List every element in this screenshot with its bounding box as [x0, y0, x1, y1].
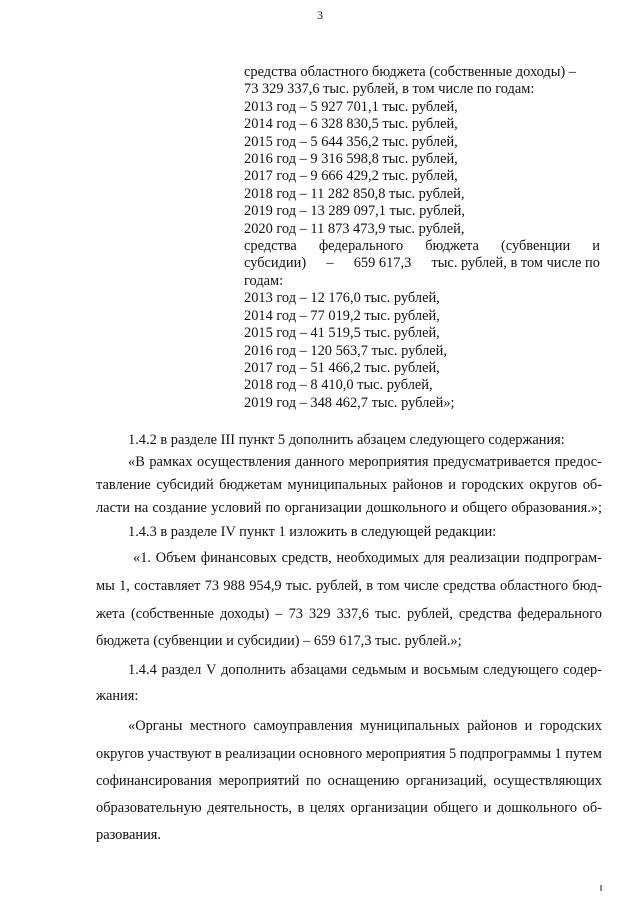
word: субсидий: [156, 477, 214, 493]
federal-year-line: 2014 год – 77 019,2 тыс. рублей,: [244, 307, 440, 324]
word: и: [592, 238, 600, 255]
word: «Органы: [128, 718, 183, 734]
quote-2-line: [96, 606, 602, 623]
word: «В: [128, 454, 145, 470]
federal-intro-line: [244, 255, 600, 272]
word: подпрограммы: [459, 746, 551, 762]
word: предос-: [554, 454, 602, 470]
quote-2-line: [96, 578, 602, 595]
word: на: [134, 500, 149, 516]
word: в: [366, 578, 374, 594]
word: по: [306, 773, 321, 789]
word: ласти: [96, 500, 130, 516]
word: V: [206, 662, 217, 678]
word: муниципальных: [287, 477, 388, 493]
word: областного: [500, 578, 569, 594]
word: 988: [223, 578, 245, 594]
regional-intro-line: 73 329 337,6 тыс. рублей, в том числе по годам:: [244, 81, 535, 98]
clause-1-4-3: 1.4.3 в разделе IV пункт 1 изложить в следующей редакции:: [128, 524, 497, 540]
word: абзацами: [290, 662, 348, 678]
quote-2-line: [133, 550, 602, 567]
word: федерального: [318, 238, 404, 255]
word: «1.: [133, 550, 151, 566]
word: округов: [529, 477, 578, 493]
word: оснащению: [327, 773, 400, 789]
word: общего: [462, 500, 508, 516]
word: 337,6: [336, 606, 369, 622]
word: средства: [458, 606, 512, 622]
word: мероприятия: [348, 454, 429, 470]
word: федерального: [517, 606, 602, 622]
word: мы: [96, 578, 115, 594]
word: деятельность,: [207, 800, 292, 816]
word: рублей,: [316, 578, 362, 594]
word: подпрограм-: [524, 550, 602, 566]
federal-year-line: 2013 год – 12 176,0 тыс. рублей,: [244, 290, 440, 307]
word: восьмым: [423, 662, 479, 678]
word: и: [448, 477, 456, 493]
word: в: [214, 746, 222, 762]
word: общего: [433, 800, 479, 816]
word: организации: [350, 800, 428, 816]
quote-3-line: [96, 800, 602, 817]
word: жета: [96, 606, 125, 622]
word: необходимых: [336, 550, 419, 566]
word: для: [423, 550, 445, 566]
word: районов: [392, 477, 443, 493]
word: раздел: [161, 662, 202, 678]
quote-1-line: [96, 500, 602, 517]
word: образования.»;: [511, 500, 602, 516]
word: организаций,: [405, 773, 487, 789]
word: мероприятий: [218, 773, 300, 789]
word: по: [265, 500, 281, 516]
word: тыс.: [285, 578, 312, 594]
word: средств,: [281, 550, 332, 566]
federal-year-line: 2018 год – 8 410,0 тыс. рублей,: [244, 377, 433, 394]
word: участвуют: [147, 746, 212, 762]
word: об-: [582, 800, 602, 816]
word: образовательную: [96, 800, 202, 816]
regional-intro-line: средства областного бюджета (собственные доходы) –: [244, 64, 576, 80]
word: (субвенции: [500, 238, 571, 255]
word: том: [377, 578, 400, 594]
word: организации: [284, 500, 362, 516]
word: средства: [244, 238, 297, 255]
word: муниципальных: [360, 718, 460, 734]
regional-year-line: 2018 год – 11 282 850,8 тыс. рублей,: [244, 185, 465, 202]
federal-intro-line: [244, 238, 600, 255]
federal-year-line: 2015 год – 41 519,5 тыс. рублей,: [244, 325, 440, 342]
word: дополнить: [221, 662, 286, 678]
word: тавление: [96, 477, 151, 493]
word: числе: [403, 578, 439, 594]
regional-year-line: 2019 год – 13 289 097,1 тыс. рублей,: [244, 203, 465, 220]
word: бюджетам: [219, 477, 282, 493]
word: 1.4.4: [128, 662, 157, 678]
federal-year-line: 2016 год – 120 563,7 тыс. рублей,: [244, 342, 447, 359]
word: городских: [539, 718, 602, 734]
word: содер-: [563, 662, 602, 678]
word: и: [524, 718, 533, 734]
word: софинансирования: [96, 773, 212, 789]
quote-3-line: [96, 773, 602, 790]
word: –: [275, 606, 283, 622]
regional-year-line: 2014 год – 6 328 830,5 тыс. рублей,: [244, 116, 458, 133]
word: данного: [295, 454, 345, 470]
word: 954,9: [249, 578, 282, 594]
word: доходы): [219, 606, 270, 622]
word: субсидии): [244, 255, 307, 272]
word: реализации: [449, 550, 520, 566]
regional-year-line: 2016 год – 9 316 598,8 тыс. рублей,: [244, 151, 458, 168]
word: осуществления: [196, 454, 291, 470]
federal-year-line: 2017 год – 51 466,2 тыс. рублей,: [244, 359, 440, 376]
quote-1-line: [128, 454, 602, 471]
word: округов: [96, 746, 144, 762]
word: самоуправления: [253, 718, 353, 734]
word: реализации: [225, 746, 296, 762]
word: 329: [308, 606, 331, 622]
word: тыс. рублей, в том числе по: [431, 255, 600, 272]
word: городских: [461, 477, 524, 493]
word: и: [450, 500, 459, 516]
word: районов: [467, 718, 518, 734]
word: местного: [189, 718, 246, 734]
federal-year-line: 2019 год – 348 462,7 тыс. рублей»;: [244, 394, 455, 411]
quote-1-line: [96, 477, 602, 494]
word: дошкольного: [366, 500, 447, 516]
word: следующего: [483, 662, 559, 678]
quote-3-line: [96, 746, 602, 763]
word: финансовых: [200, 550, 277, 566]
word: условий: [211, 500, 262, 516]
word: 1: [554, 746, 562, 762]
word: бюд-: [572, 578, 602, 594]
word: бюджета: [425, 238, 479, 255]
word: –: [326, 255, 334, 272]
word: мероприятия: [365, 746, 446, 762]
word: целях: [309, 800, 345, 816]
word: и: [483, 800, 492, 816]
quote-3-line: разования.: [96, 827, 161, 843]
quote-2-line: бюджета (субвенции и субсидии) – 659 617,3 тыс. рублей.»;: [96, 633, 462, 649]
word: 73: [204, 578, 220, 594]
word: седьмым: [351, 662, 407, 678]
word: осуществляющих: [493, 773, 602, 789]
word: и: [411, 662, 419, 678]
word: рамках: [149, 454, 193, 470]
clause-1-4-2: 1.4.2 в разделе III пункт 5 дополнить абзацем следующего содержания:: [128, 432, 565, 448]
word: об-: [582, 477, 602, 493]
word: 5: [449, 746, 457, 762]
word: в: [297, 800, 305, 816]
word: путем: [565, 746, 602, 762]
clause-1-4-4-line: жания:: [96, 688, 139, 704]
word: рублей,: [406, 606, 453, 622]
word: тыс.: [375, 606, 401, 622]
word: (собственные: [131, 606, 214, 622]
regional-year-line: 2017 год – 9 666 429,2 тыс. рублей,: [244, 168, 458, 185]
word: создание: [152, 500, 207, 516]
quote-3-line: [128, 718, 602, 735]
word: основного: [298, 746, 363, 762]
page-number: 3: [317, 8, 323, 22]
word: средства: [442, 578, 496, 594]
word: дошкольного: [496, 800, 578, 816]
federal-intro-line: годам:: [244, 272, 284, 289]
regional-year-line: 2015 год – 5 644 356,2 тыс. рублей,: [244, 133, 458, 150]
scan-mark: [600, 885, 602, 891]
word: 73: [288, 606, 303, 622]
word: 659 617,3: [353, 255, 412, 272]
word: Объем: [155, 550, 197, 566]
word: составляет: [134, 578, 201, 594]
word: предусматривается: [433, 454, 551, 470]
clause-1-4-4-line: [128, 662, 602, 679]
funding-column: [244, 64, 600, 412]
regional-year-line: 2013 год – 5 927 701,1 тыс. рублей,: [244, 98, 458, 115]
regional-year-line: 2020 год – 11 873 473,9 тыс. рублей,: [244, 220, 465, 237]
word: 1,: [119, 578, 130, 594]
